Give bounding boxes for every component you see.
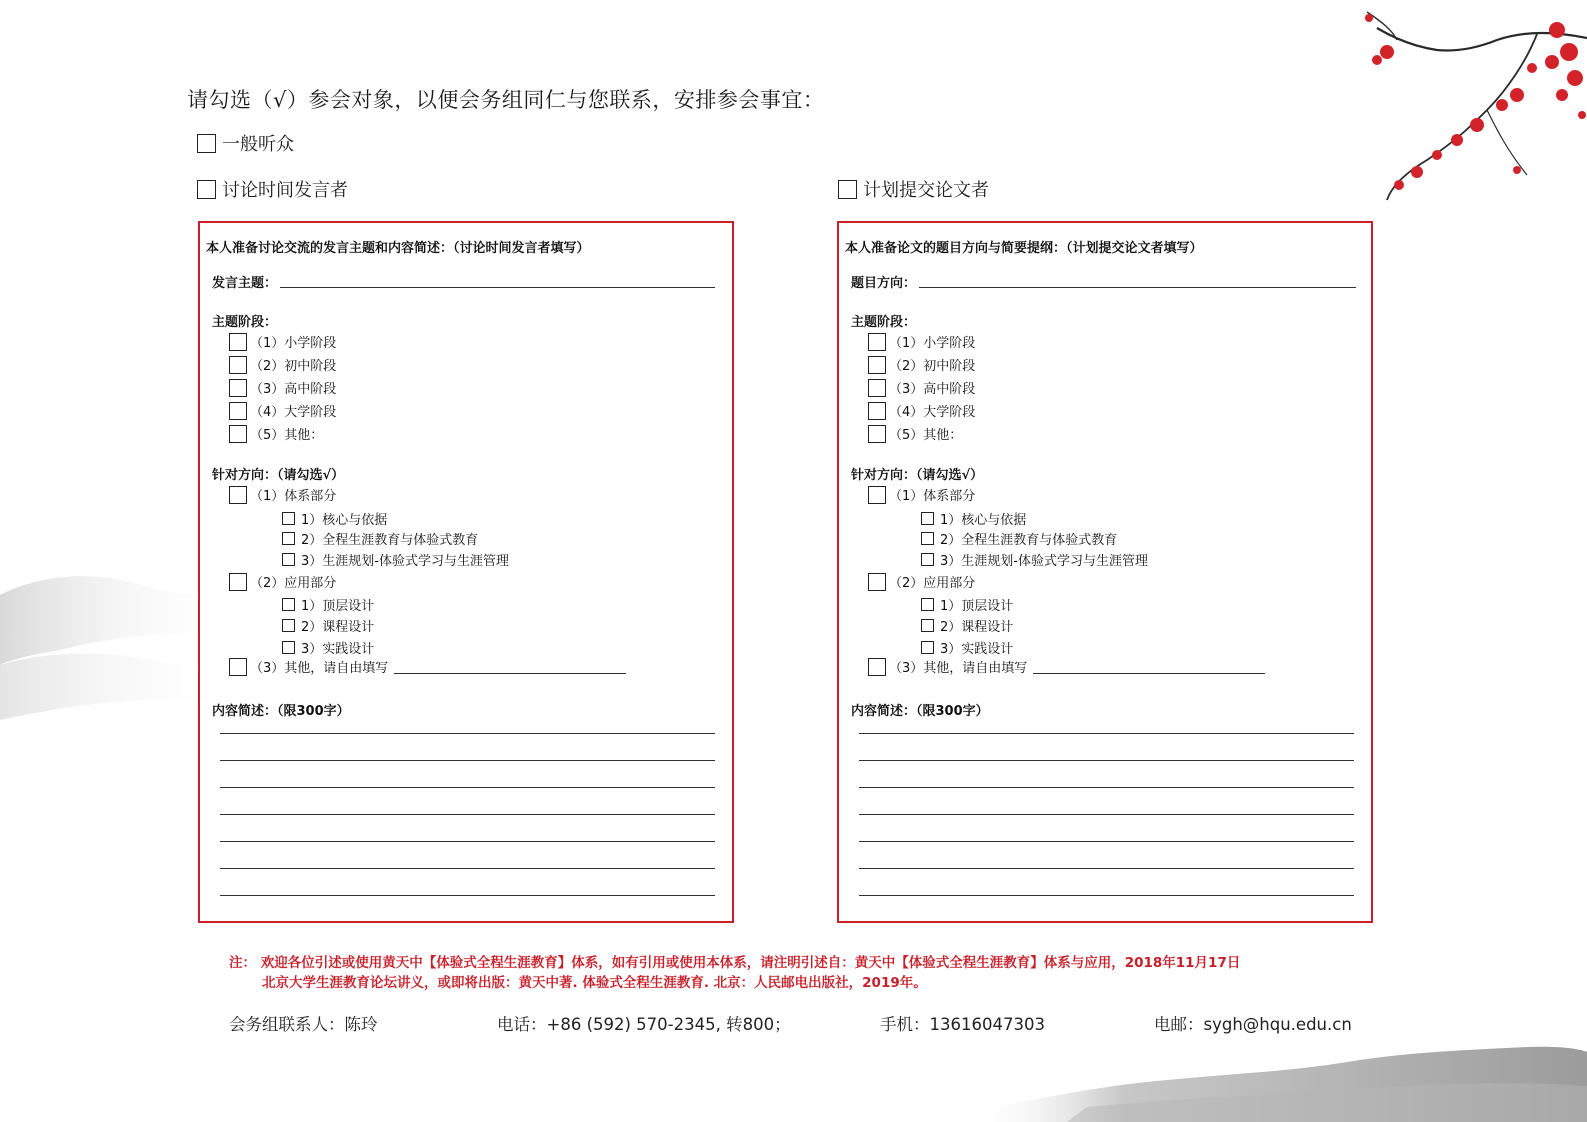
stage-label-text: （4）大学阶段 — [250, 405, 337, 420]
content-line[interactable] — [220, 841, 715, 842]
sub-checkbox[interactable] — [921, 512, 934, 525]
contact-mobile: 手机：13616047303 — [880, 1015, 1045, 1034]
content-line[interactable] — [859, 868, 1354, 869]
sub-checkbox[interactable] — [282, 553, 295, 566]
sub-checkbox[interactable] — [282, 619, 295, 632]
stage-checkbox[interactable] — [229, 402, 247, 420]
stage-label: 主题阶段： — [851, 315, 917, 330]
topic-input-line[interactable] — [919, 287, 1356, 288]
direction-system-option[interactable] — [229, 485, 336, 504]
stage-label-text: （1）小学阶段 — [250, 336, 337, 351]
content-line[interactable] — [859, 733, 1354, 734]
direction-checkbox[interactable] — [229, 486, 247, 504]
other-input-line[interactable] — [1033, 673, 1265, 674]
sub-checkbox[interactable] — [282, 512, 295, 525]
content-label: 内容简述：（限300字） — [212, 704, 350, 719]
stage-checkbox[interactable] — [229, 379, 247, 397]
stage-checkbox[interactable] — [868, 333, 886, 351]
sub-option[interactable] — [921, 550, 1148, 569]
sub-label: 1）顶层设计 — [940, 599, 1014, 614]
sub-option[interactable] — [921, 595, 1013, 614]
sub-option[interactable] — [921, 509, 1026, 528]
stage-option[interactable] — [868, 424, 962, 443]
stage-option[interactable] — [229, 401, 336, 420]
direction-label-text: （2）应用部分 — [889, 576, 976, 591]
stage-option[interactable] — [868, 401, 975, 420]
sub-option[interactable] — [282, 529, 478, 548]
sub-label: 3）实践设计 — [301, 642, 375, 657]
direction-application-option[interactable] — [229, 572, 336, 591]
stage-option[interactable] — [229, 378, 336, 397]
content-line[interactable] — [859, 760, 1354, 761]
sub-checkbox[interactable] — [282, 598, 295, 611]
direction-label: 针对方向：（请勾选√） — [851, 468, 984, 483]
contact-person: 会务组联系人：陈玲 — [229, 1015, 378, 1034]
direction-label: 针对方向：（请勾选√） — [212, 468, 345, 483]
contact-phone: 电话：+86 (592) 570-2345, 转800； — [497, 1015, 791, 1034]
sub-checkbox[interactable] — [921, 619, 934, 632]
stage-checkbox[interactable] — [229, 425, 247, 443]
content-label: 内容简述：（限300字） — [851, 704, 989, 719]
direction-label-text: （1）体系部分 — [250, 489, 337, 504]
direction-label-text: （3）其他，请自由填写 — [889, 661, 1028, 676]
stage-checkbox[interactable] — [868, 379, 886, 397]
topic-label: 发言主题： — [212, 276, 278, 291]
sub-option[interactable] — [921, 529, 1117, 548]
panel-title: 本人准备讨论交流的发言主题和内容简述：（讨论时间发言者填写） — [206, 241, 590, 256]
direction-other-option[interactable] — [229, 657, 388, 676]
stage-option[interactable] — [868, 378, 975, 397]
stage-label-text: （3）高中阶段 — [889, 382, 976, 397]
contact-email[interactable]: 电邮：sygh@hqu.edu.cn — [1154, 1015, 1352, 1034]
option-paper-submitter[interactable] — [838, 176, 989, 202]
stage-option[interactable] — [868, 332, 975, 351]
stage-label: 主题阶段： — [212, 315, 278, 330]
content-line[interactable] — [220, 814, 715, 815]
direction-checkbox[interactable] — [868, 486, 886, 504]
sub-checkbox[interactable] — [282, 532, 295, 545]
stage-checkbox[interactable] — [868, 402, 886, 420]
checkbox-paper-submitter[interactable] — [838, 180, 857, 199]
stage-option[interactable] — [868, 355, 975, 374]
stage-label-text: （5）其他： — [250, 428, 324, 443]
direction-checkbox[interactable] — [229, 658, 247, 676]
note-line-1: 注： 欢迎各位引述或使用黄天中【体验式全程生涯教育】体系，如有引用或使用本体系，请注明引述自：黄天中【体验式全程生涯教育】体系与应用，2018年11月17日 — [229, 955, 1241, 971]
sub-label: 3）生涯规划-体验式学习与生涯管理 — [940, 554, 1148, 569]
content-line[interactable] — [220, 895, 715, 896]
direction-label-text: （3）其他，请自由填写 — [250, 661, 389, 676]
content-line[interactable] — [220, 787, 715, 788]
citation-note — [229, 953, 1369, 993]
direction-application-option[interactable] — [868, 572, 975, 591]
stage-checkbox[interactable] — [868, 425, 886, 443]
topic-input-line[interactable] — [280, 287, 715, 288]
stage-label-text: （4）大学阶段 — [889, 405, 976, 420]
content-line[interactable] — [859, 814, 1354, 815]
sub-option[interactable] — [921, 638, 1013, 657]
plum-blossom-decoration — [1357, 0, 1587, 210]
sub-checkbox[interactable] — [282, 641, 295, 654]
note-line-2: 北京大学生涯教育论坛讲义，或即将出版：黄天中著. 体验式全程生涯教育. 北京：人民邮电出版社，2019年。 — [262, 975, 927, 991]
sub-checkbox[interactable] — [921, 641, 934, 654]
content-line[interactable] — [859, 787, 1354, 788]
direction-checkbox[interactable] — [868, 573, 886, 591]
content-line[interactable] — [859, 841, 1354, 842]
stage-label-text: （5）其他： — [889, 428, 963, 443]
stage-checkbox[interactable] — [229, 356, 247, 374]
stage-checkbox[interactable] — [868, 356, 886, 374]
speaker-form-panel — [198, 221, 734, 923]
sub-option[interactable] — [921, 616, 1013, 635]
sub-label: 1）核心与依据 — [301, 513, 388, 528]
direction-label-text: （1）体系部分 — [889, 489, 976, 504]
page-heading: 请勾选（√）参会对象，以便会务组同仁与您联系，安排参会事宜： — [187, 88, 825, 112]
sub-checkbox[interactable] — [921, 532, 934, 545]
content-line[interactable] — [220, 868, 715, 869]
checkbox-speaker[interactable] — [197, 180, 216, 199]
content-line[interactable] — [859, 895, 1354, 896]
sub-option[interactable] — [282, 616, 374, 635]
paper-form-panel — [837, 221, 1373, 923]
sub-label: 2）全程生涯教育与体验式教育 — [301, 533, 479, 548]
direction-checkbox[interactable] — [868, 658, 886, 676]
other-input-line[interactable] — [394, 673, 626, 674]
direction-label-text: （2）应用部分 — [250, 576, 337, 591]
sub-label: 2）全程生涯教育与体验式教育 — [940, 533, 1118, 548]
sub-label: 2）课程设计 — [301, 620, 375, 635]
option-paper-submitter-label: 计划提交论文者 — [863, 180, 989, 201]
option-general-audience-label: 一般听众 — [222, 134, 294, 155]
stage-label-text: （3）高中阶段 — [250, 382, 337, 397]
sub-label: 1）核心与依据 — [940, 513, 1027, 528]
sub-option[interactable] — [282, 595, 374, 614]
sub-label: 1）顶层设计 — [301, 599, 375, 614]
stage-checkbox[interactable] — [229, 333, 247, 351]
ink-mountain-decoration — [967, 1032, 1587, 1122]
panel-title: 本人准备论文的题目方向与简要提纲：（计划提交论文者填写） — [845, 241, 1203, 256]
stage-label-text: （2）初中阶段 — [889, 359, 976, 374]
sub-option[interactable] — [282, 550, 509, 569]
sub-option[interactable] — [282, 638, 374, 657]
content-line[interactable] — [220, 733, 715, 734]
sub-label: 3）生涯规划-体验式学习与生涯管理 — [301, 554, 509, 569]
option-speaker[interactable] — [197, 176, 348, 202]
direction-checkbox[interactable] — [229, 573, 247, 591]
stage-option[interactable] — [229, 332, 336, 351]
option-general-audience[interactable] — [197, 130, 294, 156]
content-line[interactable] — [220, 760, 715, 761]
sub-label: 2）课程设计 — [940, 620, 1014, 635]
sub-checkbox[interactable] — [921, 553, 934, 566]
direction-other-option[interactable] — [868, 657, 1027, 676]
sub-label: 3）实践设计 — [940, 642, 1014, 657]
stage-label-text: （1）小学阶段 — [889, 336, 976, 351]
sub-option[interactable] — [282, 509, 387, 528]
stage-option[interactable] — [229, 424, 323, 443]
stage-option[interactable] — [229, 355, 336, 374]
sub-checkbox[interactable] — [921, 598, 934, 611]
stage-label-text: （2）初中阶段 — [250, 359, 337, 374]
checkbox-general-audience[interactable] — [197, 134, 216, 153]
direction-system-option[interactable] — [868, 485, 975, 504]
option-speaker-label: 讨论时间发言者 — [222, 180, 348, 201]
topic-label: 题目方向： — [851, 276, 917, 291]
